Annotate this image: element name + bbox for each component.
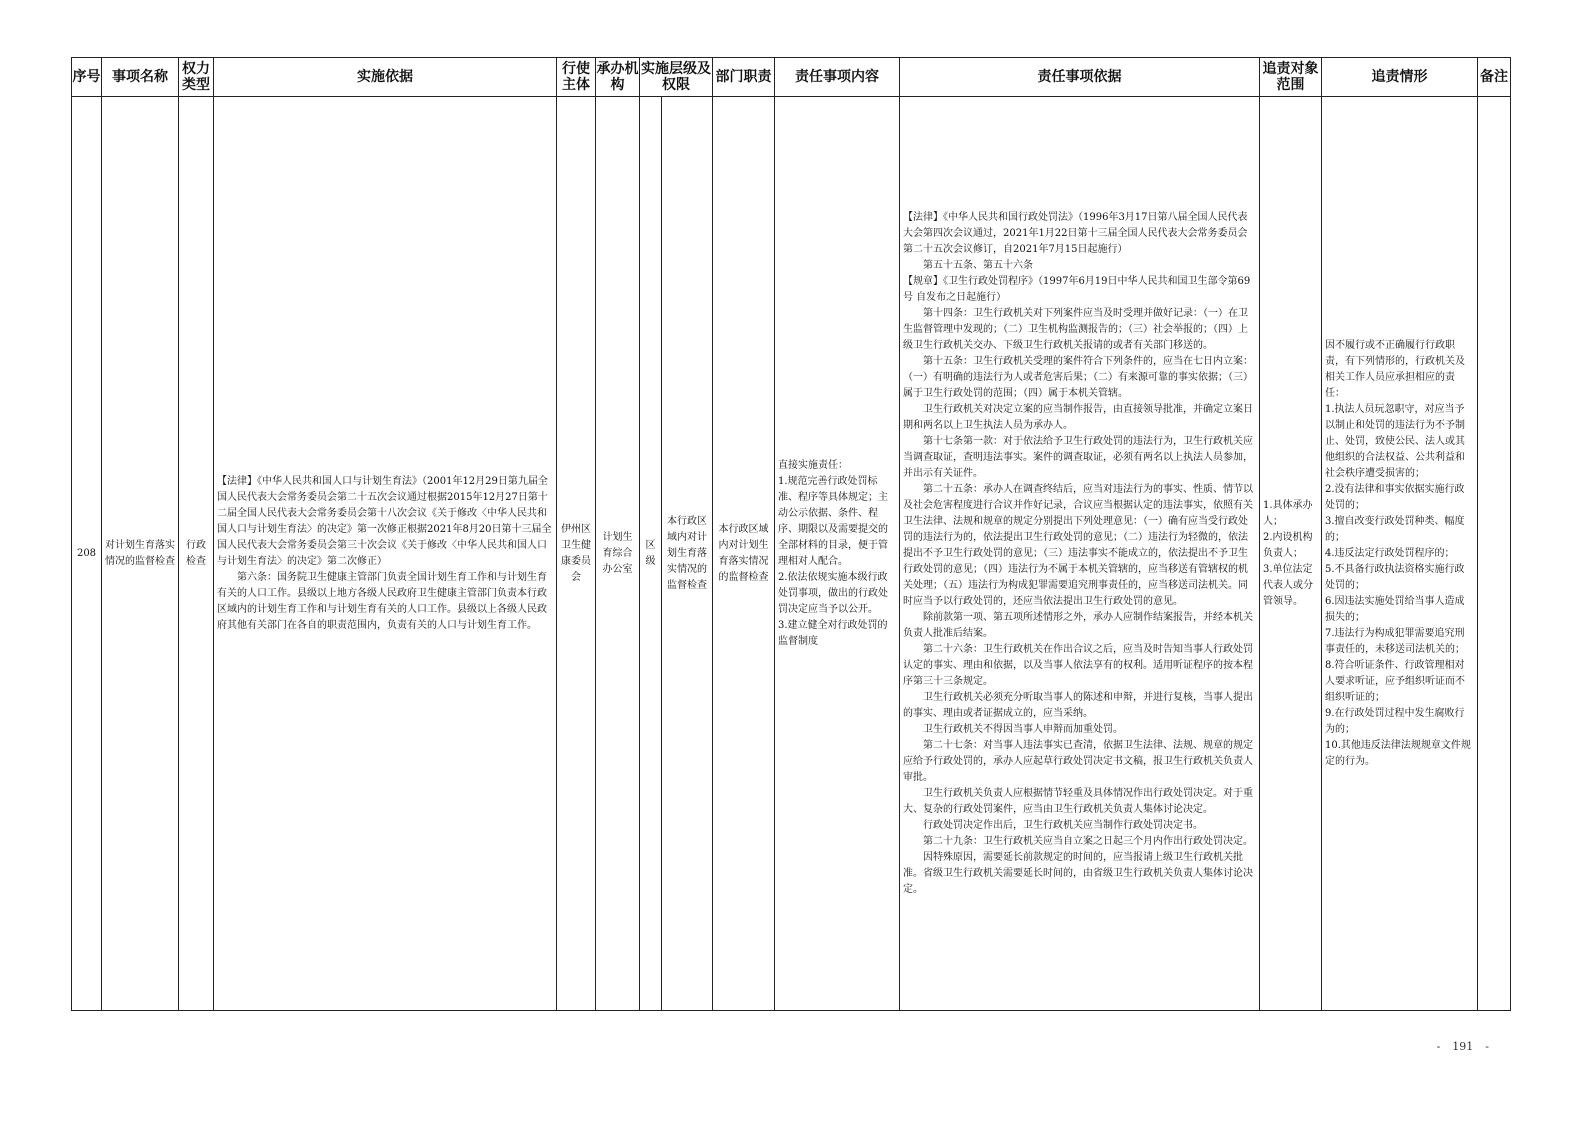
resp-basis-para: 第二十五条：承办人在调查终结后，应当对违法行为的事实、性质、情节以及社会危害程度进行合议并作好记录，合议应当根据认定的违法事实，依照有关卫生法律、法规和规章的规定分别提出下列处理意见：（一）确有应当受行政处罚的违法行为的，依法提出卫生行政处罚的意见；（二）违法行为轻微的，依法提出不予卫生行政处罚的意见；（三）违法事实不能成立的，依法提出不予卫生行政处罚的意见；（四）违法行为不属于本机关管辖的，应当移送有管辖权的机关处理；（五）违法行为构成犯罪需要追究刑事责任的，应当移送司法机关。同时应当予以行政处罚的，还应当依法提出卫生行政处罚的意见。 (903, 483, 1253, 607)
cell-resp (775, 97, 900, 1011)
resp-basis-para: 第十四条：卫生行政机关对下列案件应当及时受理并做好记录：（一）在卫生监督管理中发现的；（二）卫生机构监测报告的；（三）社会举报的；（四）上级卫生行政机关交办、下级卫生行政机关报请的或者有关部门移送的。 (903, 307, 1248, 351)
resp-line: 直接实施责任： (778, 459, 848, 471)
header-type: 权力类型 (179, 58, 214, 97)
situation-line: 4.违反法定行政处罚程序的； (1325, 547, 1455, 559)
page-dash-right: - (1485, 1040, 1489, 1053)
cell-subject: 伊州区卫生健康委员会 (557, 97, 596, 1011)
basis-para: 【法律】《中华人民共和国人口与计划生育法》（2001年12月29日第九届全国人民代表大会常务委员会第二十五次会议通过根据2015年12月27日第十二届全国人民代表大会常务委员会第十八次会议《关于修改〈中华人民共和国人口与计划生育法〉的决定》第一次修正根据2021年8月20日第十三届全国人民代表大会常务委员会第三十次会议《关于修改〈中华人民共和国人口与计划生育法〉的决定》第二次修正） (217, 475, 552, 567)
resp-basis-para: 行政处罚决定作出后，卫生行政机关应当制作行政处罚决定书。 (923, 819, 1203, 831)
cell-situation (1322, 97, 1478, 1011)
header-basis: 实施依据 (214, 58, 557, 97)
cell-type: 行政检查 (179, 97, 214, 1011)
resp-basis-para: 第二十九条：卫生行政机关应当自立案之日起三个月内作出行政处罚决定。 (923, 835, 1253, 847)
header-duty: 部门职责 (713, 58, 775, 97)
resp-basis-para: 卫生行政机关必须充分听取当事人的陈述和申辩，并进行复核，当事人提出的事实、理由或者证据成立的，应当采纳。 (903, 691, 1253, 719)
cell-seq: 208 (72, 97, 102, 1011)
target-line: 1.具体承办人； (1263, 499, 1313, 527)
header-situation: 追责情形 (1322, 58, 1478, 97)
header-subject: 行使主体 (557, 58, 596, 97)
header-seq: 序号 (72, 58, 102, 97)
target-line: 2.内设机构负责人； (1263, 531, 1313, 559)
cell-org: 计划生育综合办公室 (596, 97, 640, 1011)
header-level: 实施层级及权限 (640, 58, 713, 97)
header-target: 追责对象范围 (1260, 58, 1322, 97)
situation-line: 10.其他违反法律法规规章文件规定的行为。 (1325, 739, 1471, 767)
resp-line: 1.规范完善行政处罚标准、程序等具体规定；主动公示依据、条件、程序、期限以及需要提交的全部材料的目录，便于管理相对人配合。 (778, 475, 888, 567)
cell-remark (1478, 97, 1511, 1011)
resp-basis-para: 卫生行政机关不得因当事人申辩而加重处罚。 (923, 723, 1123, 735)
situation-line: 因不履行或不正确履行行政职责，有下列情形的，行政机关及相关工作人员应承担相应的责任： (1325, 339, 1465, 399)
resp-basis-para: 卫生行政机关负责人应根据情节轻重及具体情况作出行政处罚决定。对于重大、复杂的行政处罚案件，应当由卫生行政机关负责人集体讨论决定。 (903, 787, 1253, 815)
resp-basis-para: 第五十五条、第五十六条 (923, 259, 1033, 271)
basis-para: 第六条：国务院卫生健康主管部门负责全国计划生育工作和与计划生育有关的人口工作。县级以上地方各级人民政府卫生健康主管部门负责本行政区域内的计划生育工作和与计划生育有关的人口工作。县级以上各级人民政府其他有关部门在各自的职责范围内，负责有关的人口与计划生育工作。 (217, 571, 547, 631)
header-remark: 备注 (1478, 58, 1511, 97)
resp-basis-para: 第十七条第一款：对于依法给予卫生行政处罚的违法行为，卫生行政机关应当调查取证，查明违法事实。案件的调查取证，必须有两名以上执法人员参加，并出示有关证件。 (903, 435, 1253, 479)
cell-resp-basis (900, 97, 1260, 1011)
cell-name: 对计划生育落实情况的监督检查 (102, 97, 179, 1011)
header-resp-basis: 责任事项依据 (900, 58, 1260, 97)
header-row (72, 58, 1511, 97)
resp-line: 2.依法依规实施本级行政处罚事项，做出的行政处罚决定应当予以公开。 (778, 571, 888, 615)
cell-level-a: 区级 (640, 97, 662, 1011)
resp-basis-para: 除前款第一项、第五项所述情形之外，承办人应制作结案报告，并经本机关负责人批准后结案。 (903, 611, 1253, 639)
situation-line: 1.执法人员玩忽职守，对应当予以制止和处罚的违法行为不予制止、处罚，致使公民、法人或其他组织的合法权益、公共利益和社会秩序遭受损害的； (1325, 403, 1465, 479)
header-name: 事项名称 (102, 58, 179, 97)
resp-basis-para: 第二十七条：对当事人违法事实已查清，依据卫生法律、法规、规章的规定应给予行政处罚的，承办人应起草行政处罚决定书文稿，报卫生行政机关负责人审批。 (903, 739, 1253, 783)
situation-line: 6.因违法实施处罚给当事人造成损失的； (1325, 595, 1465, 623)
header-org: 承办机构 (596, 58, 640, 97)
header-resp: 责任事项内容 (775, 58, 900, 97)
target-line: 3.单位法定代表人或分管领导。 (1263, 563, 1313, 607)
situation-line: 9.在行政处罚过程中发生腐败行为的； (1325, 707, 1465, 735)
situation-line: 3.擅自改变行政处罚种类、幅度的； (1325, 515, 1465, 543)
situation-line: 7.违法行为构成犯罪需要追究刑事责任的，未移送司法机关的； (1325, 627, 1465, 655)
situation-line: 2.没有法律和事实依据实施行政处罚的； (1325, 483, 1465, 511)
resp-basis-para: 【法律】《中华人民共和国行政处罚法》（1996年3月17日第八届全国人民代表大会第四次会议通过，2021年1月22日第十三届全国人民代表大会常务委员会第二十五次会议修订，自2021年7月15日起施行） (903, 211, 1248, 255)
cell-target (1260, 97, 1322, 1011)
situation-line: 8.符合听证条件、行政管理相对人要求听证，应予组织听证而不组织听证的； (1325, 659, 1465, 703)
resp-line: 3.建立健全对行政处罚的监督制度 (778, 619, 888, 647)
page-dash-left: - (1436, 1040, 1441, 1053)
cell-basis (214, 97, 557, 1011)
cell-level-b: 本行政区域内对计划生育落实情况的监督检查 (662, 97, 713, 1011)
page-number (1431, 1040, 1495, 1053)
resp-basis-para: 因特殊原因，需要延长前款规定的时间的，应当报请上级卫生行政机关批准。省级卫生行政机关需要延长时间的，由省级卫生行政机关负责人集体讨论决定。 (903, 851, 1253, 895)
situation-line: 5.不具备行政执法资格实施行政处罚的； (1325, 563, 1465, 591)
table-row (72, 97, 1511, 1011)
resp-basis-para: 【规章】《卫生行政处罚程序》（1997年6月19日中华人民共和国卫生部令第69号 自发布之日起施行） (903, 275, 1251, 303)
resp-basis-para: 第二十六条：卫生行政机关在作出合议之后，应当及时告知当事人行政处罚认定的事实、理由和依据，以及当事人依法享有的权利。适用听证程序的按本程序第三十三条规定。 (903, 643, 1253, 687)
resp-basis-para: 卫生行政机关对决定立案的应当制作报告，由直接领导批准，并确定立案日期和两名以上卫生执法人员为承办人。 (903, 403, 1253, 431)
page-number-value: 191 (1452, 1040, 1474, 1053)
resp-basis-para: 第十五条：卫生行政机关受理的案件符合下列条件的，应当在七日内立案：（一）有明确的违法行为人或者危害后果；（二）有来源可靠的事实依据；（三）属于卫生行政处罚的范围；（四）属于本机关管辖。 (903, 355, 1253, 399)
cell-duty: 本行政区域内对计划生育落实情况的监督检查 (713, 97, 775, 1011)
authority-table (71, 57, 1511, 1011)
